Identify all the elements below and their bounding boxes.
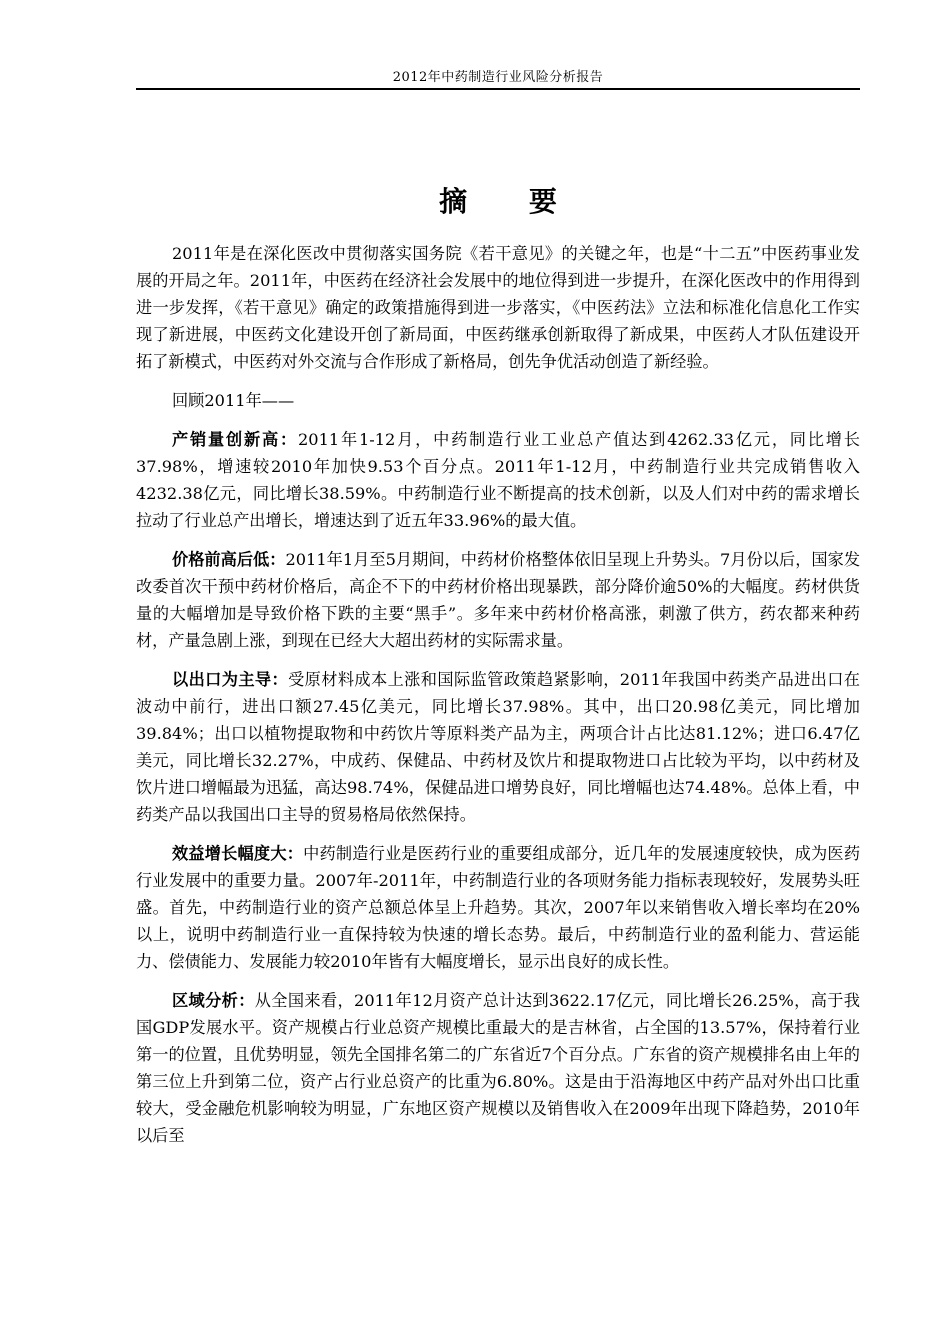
paragraph-text: 2011年1月至5月期间，中药材价格整体依旧呈现上升势头。7月份以后，国家发改委首次干预中药材价格后，高企不下的中药材价格出现暴跌，部分降价逾50%的大幅度。药材供货量的大幅增加是导致价格下跌的主要“黑手”。多年来中药材价格高涨，刺激了供方，药农都来种药材，产量急剧上涨，到现在已经大大超出药材的实际需求量。 (136, 550, 861, 650)
paragraph-review (136, 387, 860, 414)
running-header: 2012年中药制造行业风险分析报告 (392, 70, 604, 85)
paragraph-output (136, 426, 860, 534)
page-title: 摘 要 (439, 185, 583, 218)
header-rule (136, 88, 860, 90)
paragraph-region (136, 987, 860, 1149)
paragraph-text: 2011年是在深化医改中贯彻落实国务院《若干意见》的关键之年，也是“十二五”中医药事业发展的开局之年。2011年，中医药在经济社会发展中的地位得到进一步提升，在深化医改中的作用得到进一步发挥，《若干意见》确定的政策措施得到进一步落实，《中医药法》立法和标准化信息化工作实现了新进展，中医药文化建设开创了新局面，中医药继承创新取得了新成果，中医药人才队伍建设开拓了新模式，中医药对外交流与合作形成了新格局，创先争优活动创造了新经验。 (136, 244, 860, 371)
paragraph-text: 受原材料成本上涨和国际监管政策趋紧影响，2011年我国中药类产品进出口在波动中前行，进出口额27.45亿美元，同比增长37.98%。其中，出口20.98亿美元，同比增加39.84%；出口以植物提取物和中药饮片等原料类产品为主，两项合计占比达81.12%；进口6.47亿美元，同比增长32.27%，中成药、保健品、中药材及饮片和提取物进口占比较为平均，以中药材及饮片进口增幅最为迅猛，高达98.74%，保健品进口增势良好，同比增幅也达74.48%。总体上看，中药类产品以我国出口主导的贸易格局依然保持。 (136, 670, 860, 824)
paragraph-text: 从全国来看，2011年12月资产总计达到3622.17亿元，同比增长26.25%，高于我国GDP发展水平。资产规模占行业总资产规模比重最大的是吉林省，占全国的13.57%，保持着行业第一的位置，且优势明显，领先全国排名第二的广东省近7个百分点。广东省的资产规模排名由上年的第三位上升到第二位，资产占行业总资产的比重为6.80%。这是由于沿海地区中药产品对外出口比重较大，受金融危机影响较为明显，广东地区资产规模以及销售收入在2009年出现下降趋势，2010年以后至 (136, 991, 860, 1145)
paragraph-lead: 价格前高后低： (172, 550, 286, 569)
paragraph-price (136, 546, 860, 654)
document-body (136, 240, 860, 1161)
paragraph-intro (136, 240, 860, 375)
paragraph-profit (136, 840, 860, 975)
paragraph-lead: 以出口为主导： (172, 670, 289, 689)
paragraph-export (136, 666, 860, 828)
paragraph-text: 回顾2011年—— (172, 391, 295, 410)
paragraph-text: 中药制造行业是医药行业的重要组成部分，近几年的发展速度较快，成为医药行业发展中的重要力量。2007年-2011年，中药制造行业的各项财务能力指标表现较好，发展势头旺盛。首先，中药制造行业的资产总额总体呈上升趋势。其次，2007年以来销售收入增长率均在20%以上，说明中药制造行业一直保持较为快速的增长态势。最后，中药制造行业的盈利能力、营运能力、偿债能力、发展能力较2010年皆有大幅度增长，显示出良好的成长性。 (136, 844, 861, 971)
paragraph-lead: 产销量创新高： (172, 430, 298, 449)
paragraph-lead: 效益增长幅度大： (172, 844, 304, 863)
paragraph-lead: 区域分析： (172, 991, 255, 1010)
paragraph-text: 2011年1-12月，中药制造行业工业总产值达到4262.33亿元，同比增长37.98%，增速较2010年加快9.53个百分点。2011年1-12月，中药制造行业共完成销售收入4232.38亿元，同比增长38.59%。中药制造行业不断提高的技术创新，以及人们对中药的需求增长拉动了行业总产出增长，增速达到了近五年33.96%的最大值。 (136, 430, 860, 530)
